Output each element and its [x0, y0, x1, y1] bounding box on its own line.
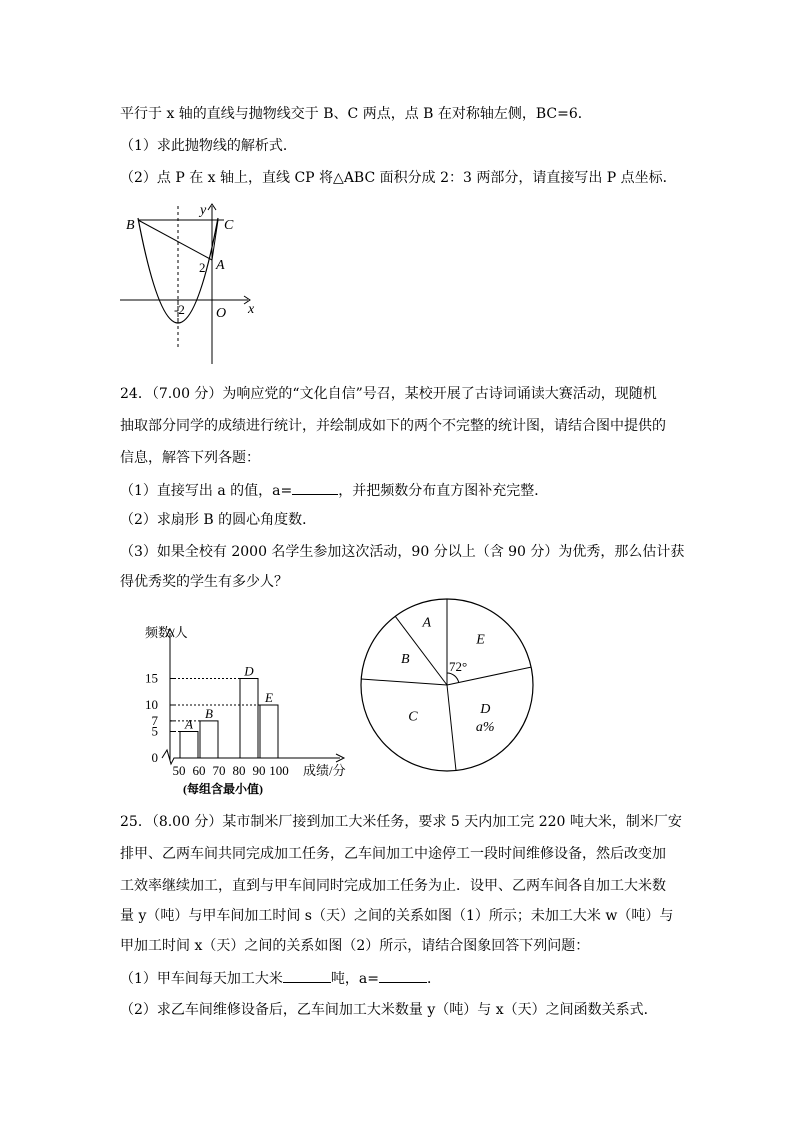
q25-line5: 甲加工时间 x（天）之间的关系如图（2）所示，请结合图象回答下列问题：	[120, 938, 590, 954]
hist-y-label: 频数/人	[145, 625, 188, 640]
q25-part1	[120, 968, 441, 989]
hist-y-tick: 15	[145, 670, 158, 686]
pie-label-c: C	[408, 709, 418, 725]
hist-bar-b	[200, 721, 218, 758]
q23-part2: （2）点 P 在 x 轴上，直线 CP 将△ABC 面积分成 2：3 两部分，请直接写出 P 点坐标．	[120, 170, 677, 186]
parabola-figure	[118, 198, 268, 368]
q25-part1-prefix: （1）甲车间每天加工大米	[120, 971, 283, 987]
hist-x-tick: 100	[269, 763, 289, 778]
label-x: x	[248, 302, 255, 317]
tick-2: 2	[199, 260, 206, 275]
segment-ac	[212, 220, 218, 260]
hist-bar-d	[240, 679, 258, 759]
q23-part1: （1）求此抛物线的解析式．	[120, 138, 297, 154]
answer-blank-daily[interactable]	[283, 968, 331, 983]
hist-y-tick: 7	[151, 712, 158, 728]
q24-part1	[120, 480, 548, 501]
segment-ba	[138, 220, 212, 260]
pie-label-e: E	[476, 632, 485, 648]
pie-angle-label: 72°	[449, 659, 468, 674]
histogram-chart	[115, 615, 365, 800]
answer-blank-a2[interactable]	[379, 968, 427, 983]
q24-part3-line1: （3）如果全校有 2000 名学生参加这次活动，90 分以上（含 90 分）为优秀，那么估计获	[120, 544, 685, 560]
q24-line1: 24．（7.00 分）为响应党的“文化自信”号召，某校开展了古诗词诵读大赛活动，现随机	[120, 386, 657, 402]
hist-x-label: 成绩/分	[303, 763, 346, 778]
q24-line2: 抽取部分同学的成绩进行统计，并绘制成如下的两个不完整的统计图，请结合图中提供的	[120, 418, 666, 434]
hist-bar-a	[180, 732, 198, 759]
q24-line3: 信息，解答下列各题：	[120, 450, 260, 466]
q24-part2: （2）求扇形 B 的圆心角度数．	[120, 512, 317, 528]
hist-x-tick: 80	[232, 763, 246, 778]
q23-intro: 平行于 x 轴的直线与抛物线交于 B、C 两点，点 B 在对称轴左侧，BC=6．	[120, 106, 592, 122]
hist-x-tick: 50	[172, 763, 186, 778]
pie-label-b: B	[400, 651, 410, 667]
q25-part1-mid: 吨，a=	[330, 971, 379, 987]
hist-bar-label: A	[185, 716, 193, 732]
q25-line3: 工效率继续加工，直到与甲车间同时完成加工任务为止．设甲、乙两车间各自加工大米数	[120, 878, 666, 894]
label-c: C	[224, 218, 234, 233]
pie-value-d: a%	[475, 719, 495, 735]
label-o: O	[216, 306, 227, 321]
hist-bar-label: B	[205, 705, 213, 721]
hist-y-tick: 10	[145, 697, 158, 712]
answer-blank-a[interactable]	[292, 480, 338, 495]
label-a: A	[216, 258, 225, 273]
q24-part3-line2: 得优秀奖的学生有多少人？	[120, 574, 288, 590]
hist-x-tick: 70	[212, 763, 226, 778]
hist-x-tick: 60	[192, 763, 206, 778]
hist-bar-label: E	[265, 690, 273, 705]
tick-neg2: -2	[174, 302, 185, 317]
pie-label-d: D	[480, 701, 491, 717]
label-b: B	[126, 218, 135, 233]
q25-part1-end: ．	[427, 971, 441, 987]
q25-line2: 排甲、乙两车间共同完成加工任务，乙车间加工中途停工一段时间维修设备，然后改变加	[120, 846, 666, 862]
q24-part1-prefix: （1）直接写出 a 的值，a=	[120, 483, 293, 499]
hist-bar-e	[260, 705, 278, 758]
pie-label-a: A	[422, 615, 432, 631]
hist-x-tick: 90	[252, 763, 266, 778]
hist-y-tick: 0	[151, 750, 158, 765]
pie-chart	[355, 595, 545, 780]
q24-part1-suffix: ，并把频数分布直方图补充完整．	[338, 483, 549, 499]
hist-note: (每组含最小值)	[183, 782, 263, 796]
q25-line4: 量 y（吨）与甲车间加工时间 s（天）之间的关系如图（1）所示；未加工大米 w（吨）与	[120, 908, 674, 924]
hist-y-tick: 5	[151, 723, 158, 739]
label-y: y	[200, 203, 207, 218]
q25-line1: 25．（8.00 分）某市制米厂接到加工大米任务，要求 5 天内加工完 220 吨大米，制米厂安	[120, 814, 682, 830]
q25-part2: （2）求乙车间维修设备后，乙车间加工大米数量 y（吨）与 x（天）之间函数关系式．	[120, 1002, 658, 1018]
hist-bar-label: D	[244, 663, 254, 679]
